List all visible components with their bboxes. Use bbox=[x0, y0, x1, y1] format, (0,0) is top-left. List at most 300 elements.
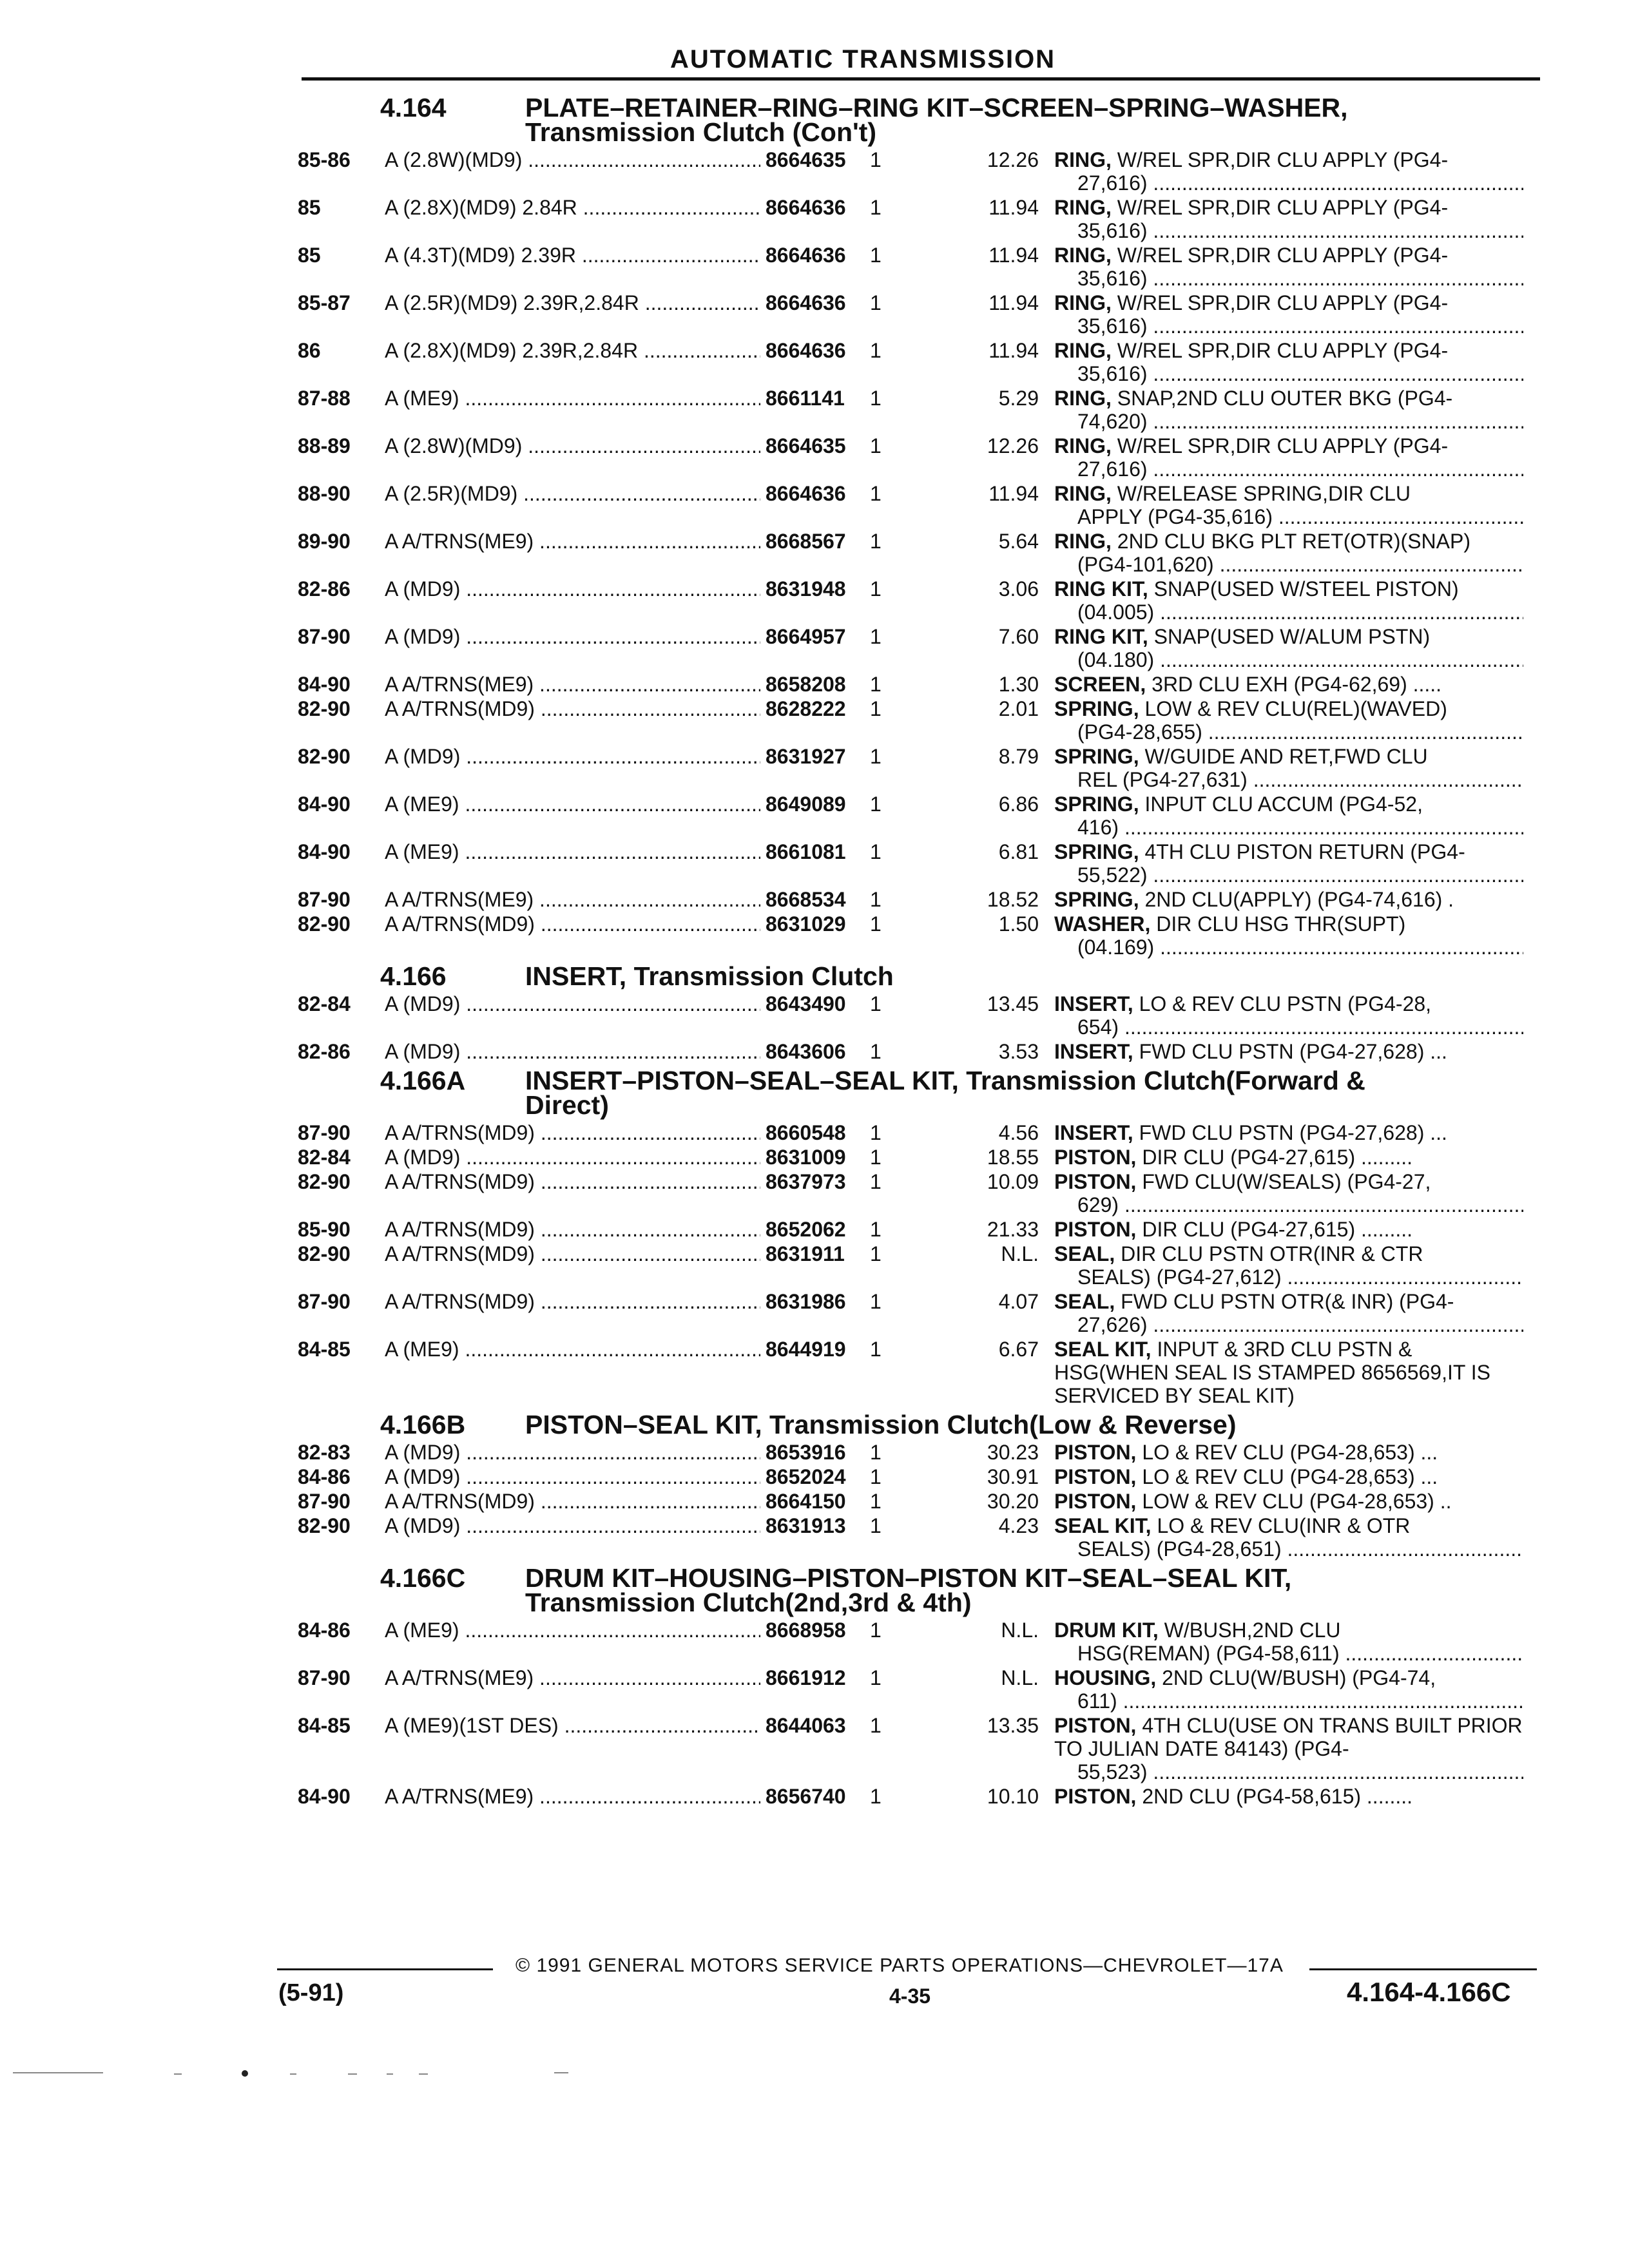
part-row bbox=[0, 577, 1629, 624]
description-lead: RING, bbox=[1054, 482, 1112, 505]
quantity: 1 bbox=[870, 530, 882, 553]
description-text: LO & REV CLU (PG4-28,653) ... bbox=[1136, 1465, 1438, 1488]
quantity: 1 bbox=[870, 1441, 882, 1464]
application: A (2.8X)(MD9) 2.39R,2.84R ..... bbox=[385, 339, 760, 385]
description-continuation: (PG4-28,655) ..... bbox=[1054, 720, 1523, 744]
model-years: 84-90 bbox=[298, 673, 351, 696]
description-text: LO & REV CLU(INR & OTR bbox=[1151, 1514, 1411, 1537]
section-number: 4.166C bbox=[380, 1563, 466, 1593]
quantity: 1 bbox=[870, 1619, 882, 1642]
price: 3.53 bbox=[998, 1040, 1039, 1063]
description-continuation: 654) ..... bbox=[1054, 1015, 1523, 1039]
part-number: 8643490 bbox=[766, 992, 846, 1015]
part-row bbox=[0, 673, 1629, 696]
description bbox=[1054, 745, 1523, 791]
description bbox=[1054, 577, 1523, 624]
model-years: 85-90 bbox=[298, 1218, 351, 1241]
part-number: 8631913 bbox=[766, 1514, 846, 1537]
description-text: 2ND CLU (PG4-58,615) ........ bbox=[1136, 1785, 1413, 1808]
part-number: 8668567 bbox=[766, 530, 846, 553]
description-continuation: 27,616) ..... bbox=[1054, 171, 1523, 195]
description bbox=[1054, 148, 1523, 195]
description-text: W/REL SPR,DIR CLU APPLY (PG4- bbox=[1111, 434, 1449, 457]
description-text: LO & REV CLU PSTN (PG4-28, bbox=[1133, 992, 1432, 1015]
footer-section-range: 4.164-4.166C bbox=[1347, 1977, 1511, 2007]
price: 30.91 bbox=[987, 1465, 1039, 1488]
parts-catalog-content bbox=[0, 90, 1629, 1809]
description-lead: SEAL, bbox=[1054, 1242, 1115, 1265]
application: A A/TRNS(ME9) ..... bbox=[385, 1785, 760, 1808]
description-lead: SPRING, bbox=[1054, 793, 1139, 816]
description-lead: SEAL KIT, bbox=[1054, 1338, 1152, 1361]
price: 12.26 bbox=[987, 434, 1039, 457]
model-years: 87-90 bbox=[298, 1121, 351, 1144]
price: 1.50 bbox=[998, 912, 1039, 936]
description bbox=[1054, 1242, 1523, 1289]
application: A (2.5R)(MD9) 2.39R,2.84R ..... bbox=[385, 291, 760, 338]
description-text: DIR CLU (PG4-27,615) ......... bbox=[1136, 1146, 1413, 1169]
description-text: W/REL SPR,DIR CLU APPLY (PG4- bbox=[1111, 196, 1449, 219]
part-number: 8631927 bbox=[766, 745, 846, 768]
application: A A/TRNS(ME9) ..... bbox=[385, 1666, 760, 1713]
application: A A/TRNS(MD9) ..... bbox=[385, 912, 760, 959]
description-lead: INSERT, bbox=[1054, 992, 1133, 1015]
section-number: 4.166A bbox=[380, 1066, 466, 1095]
part-row bbox=[0, 840, 1629, 887]
description-text: DIR CLU HSG THR(SUPT) bbox=[1150, 912, 1406, 936]
model-years: 89-90 bbox=[298, 530, 351, 553]
model-years: 88-90 bbox=[298, 482, 351, 505]
description-text: W/BUSH,2ND CLU bbox=[1158, 1619, 1341, 1642]
description bbox=[1054, 291, 1523, 338]
description bbox=[1054, 530, 1523, 576]
application: A A/TRNS(MD9) ..... bbox=[385, 1121, 760, 1144]
description-continuation: 35,616) ..... bbox=[1054, 362, 1523, 385]
description-continuation: SEALS) (PG4-27,612) ..... bbox=[1054, 1265, 1523, 1289]
description-continuation: APPLY (PG4-35,616) ..... bbox=[1054, 505, 1523, 528]
price: 5.29 bbox=[998, 387, 1039, 410]
quantity: 1 bbox=[870, 291, 882, 314]
part-number: 8661912 bbox=[766, 1666, 846, 1689]
application: A (MD9) ..... bbox=[385, 577, 760, 624]
model-years: 87-90 bbox=[298, 888, 351, 911]
model-years: 84-86 bbox=[298, 1619, 351, 1642]
application: A (MD9) ..... bbox=[385, 1441, 760, 1464]
description bbox=[1054, 1785, 1523, 1808]
description-continuation: 416) ..... bbox=[1054, 816, 1523, 839]
part-number: 8660548 bbox=[766, 1121, 846, 1144]
model-years: 85 bbox=[298, 196, 321, 219]
description bbox=[1054, 1290, 1523, 1336]
price: N.L. bbox=[1001, 1666, 1039, 1689]
price: 4.23 bbox=[998, 1514, 1039, 1537]
description-continuation: 27,626) ..... bbox=[1054, 1313, 1523, 1336]
model-years: 86 bbox=[298, 339, 321, 362]
description-lead: PISTON, bbox=[1054, 1490, 1137, 1513]
description bbox=[1054, 697, 1523, 744]
application: A A/TRNS(MD9) ..... bbox=[385, 1242, 760, 1289]
part-row bbox=[0, 625, 1629, 671]
part-row bbox=[0, 387, 1629, 433]
description-continuation: REL (PG4-27,631) ..... bbox=[1054, 768, 1523, 791]
quantity: 1 bbox=[870, 745, 882, 768]
quantity: 1 bbox=[870, 196, 882, 219]
description-text: 2ND CLU BKG PLT RET(OTR)(SNAP) bbox=[1111, 530, 1470, 553]
section-title: DRUM KIT–HOUSING–PISTON–PISTON KIT–SEAL–SEAL KIT, Transmission Clutch(2nd,3rd & 4th) bbox=[525, 1563, 1292, 1617]
description-lead: SCREEN, bbox=[1054, 673, 1146, 696]
description bbox=[1054, 1441, 1523, 1464]
quantity: 1 bbox=[870, 482, 882, 505]
part-number: 8643606 bbox=[766, 1040, 846, 1063]
section-title: PLATE–RETAINER–RING–RING KIT–SCREEN–SPRING–WASHER, Transmission Clutch (Con't) bbox=[525, 93, 1348, 147]
application: A A/TRNS(MD9) ..... bbox=[385, 1170, 760, 1216]
model-years: 87-90 bbox=[298, 1666, 351, 1689]
description-text: DIR CLU PSTN OTR(INR & CTR bbox=[1115, 1242, 1423, 1265]
quantity: 1 bbox=[870, 888, 882, 911]
quantity: 1 bbox=[870, 1290, 882, 1313]
price: 18.52 bbox=[987, 888, 1039, 911]
part-number: 8652062 bbox=[766, 1218, 846, 1241]
section-heading bbox=[380, 961, 1629, 991]
model-years: 88-89 bbox=[298, 434, 351, 457]
price: 1.30 bbox=[998, 673, 1039, 696]
model-years: 84-85 bbox=[298, 1714, 351, 1737]
description-lead: PISTON, bbox=[1054, 1465, 1137, 1488]
model-years: 82-84 bbox=[298, 992, 351, 1015]
description-lead: INSERT, bbox=[1054, 1121, 1133, 1144]
section-number: 4.166B bbox=[380, 1410, 466, 1439]
model-years: 87-90 bbox=[298, 1490, 351, 1513]
description bbox=[1054, 912, 1523, 959]
model-years: 82-90 bbox=[298, 912, 351, 936]
application: A (2.8W)(MD9) ..... bbox=[385, 148, 760, 195]
description-lead: RING KIT, bbox=[1054, 625, 1148, 648]
description-lead: PISTON, bbox=[1054, 1170, 1137, 1193]
application: A (ME9) ..... bbox=[385, 1338, 760, 1407]
catalog-section bbox=[0, 1412, 1629, 1561]
description bbox=[1054, 793, 1523, 839]
part-row bbox=[0, 1490, 1629, 1513]
description-continuation: (04.005) ..... bbox=[1054, 601, 1523, 624]
description-text: FWD CLU PSTN (PG4-27,628) ... bbox=[1133, 1040, 1447, 1063]
description-lead: RING, bbox=[1054, 244, 1112, 267]
description-lead: RING, bbox=[1054, 148, 1112, 171]
application: A (ME9) ..... bbox=[385, 793, 760, 839]
quantity: 1 bbox=[870, 625, 882, 648]
part-number: 8664636 bbox=[766, 482, 846, 505]
part-row bbox=[0, 888, 1629, 911]
quantity: 1 bbox=[870, 992, 882, 1015]
part-number: 8652024 bbox=[766, 1465, 846, 1488]
description bbox=[1054, 840, 1523, 887]
description-text: LOW & REV CLU (PG4-28,653) .. bbox=[1136, 1490, 1452, 1513]
section-heading bbox=[380, 93, 1629, 147]
model-years: 82-90 bbox=[298, 1242, 351, 1265]
part-row bbox=[0, 1619, 1629, 1665]
description-continuation: 35,616) ..... bbox=[1054, 314, 1523, 338]
description-lead: RING, bbox=[1054, 387, 1112, 410]
part-row bbox=[0, 1338, 1629, 1407]
part-number: 8631948 bbox=[766, 577, 846, 601]
description-lead: RING, bbox=[1054, 291, 1112, 314]
part-row bbox=[0, 434, 1629, 481]
price: 6.86 bbox=[998, 793, 1039, 816]
description bbox=[1054, 1121, 1523, 1144]
description-lead: SEAL, bbox=[1054, 1290, 1115, 1313]
description-text: 2ND CLU(APPLY) (PG4-74,616) . bbox=[1139, 888, 1454, 911]
description bbox=[1054, 339, 1523, 385]
part-number: 8644919 bbox=[766, 1338, 846, 1361]
price: 30.23 bbox=[987, 1441, 1039, 1464]
footer-rule-right bbox=[1309, 1968, 1537, 1970]
quantity: 1 bbox=[870, 1490, 882, 1513]
section-heading bbox=[380, 1066, 1629, 1120]
quantity: 1 bbox=[870, 1146, 882, 1169]
model-years: 82-90 bbox=[298, 1170, 351, 1193]
description bbox=[1054, 1465, 1523, 1488]
description-lead: RING, bbox=[1054, 530, 1112, 553]
description-lead: RING, bbox=[1054, 434, 1112, 457]
footer-page-number: 4-35 bbox=[889, 1984, 931, 2008]
part-number: 8644063 bbox=[766, 1714, 846, 1737]
description bbox=[1054, 1514, 1523, 1561]
price: 11.94 bbox=[988, 482, 1039, 505]
quantity: 1 bbox=[870, 1170, 882, 1193]
price: 10.10 bbox=[987, 1785, 1039, 1808]
description-text: 4TH CLU(USE ON TRANS BUILT PRIOR TO JULIAN DATE 84143) (PG4- bbox=[1054, 1714, 1523, 1760]
description-text: W/GUIDE AND RET,FWD CLU bbox=[1139, 745, 1428, 768]
description-continuation: 55,523) ..... bbox=[1054, 1760, 1523, 1783]
part-number: 8664150 bbox=[766, 1490, 846, 1513]
description-continuation: HSG(REMAN) (PG4-58,611) ..... bbox=[1054, 1642, 1523, 1665]
description-continuation: 35,616) ..... bbox=[1054, 267, 1523, 290]
description-continuation: (04.169) ..... bbox=[1054, 936, 1523, 959]
part-number: 8656740 bbox=[766, 1785, 846, 1808]
description-continuation: 629) ..... bbox=[1054, 1193, 1523, 1216]
description-continuation: 55,522) ..... bbox=[1054, 863, 1523, 887]
part-number: 8664635 bbox=[766, 434, 846, 457]
model-years: 82-90 bbox=[298, 745, 351, 768]
price: 11.94 bbox=[988, 196, 1039, 219]
application: A A/TRNS(ME9) ..... bbox=[385, 888, 760, 911]
model-years: 82-90 bbox=[298, 1514, 351, 1537]
part-row bbox=[0, 912, 1629, 959]
description-text: 4TH CLU PISTON RETURN (PG4- bbox=[1139, 840, 1465, 863]
price: 12.26 bbox=[987, 148, 1039, 171]
description-continuation: 74,620) ..... bbox=[1054, 410, 1523, 433]
quantity: 1 bbox=[870, 1465, 882, 1488]
part-row bbox=[0, 1785, 1629, 1808]
section-title: INSERT, Transmission Clutch bbox=[525, 961, 894, 991]
description bbox=[1054, 673, 1523, 696]
part-row bbox=[0, 1170, 1629, 1216]
part-row bbox=[0, 530, 1629, 576]
application: A (2.8X)(MD9) 2.84R ..... bbox=[385, 196, 760, 242]
quantity: 1 bbox=[870, 148, 882, 171]
part-row bbox=[0, 1465, 1629, 1488]
model-years: 82-83 bbox=[298, 1441, 351, 1464]
price: 10.09 bbox=[987, 1170, 1039, 1193]
part-row bbox=[0, 1441, 1629, 1464]
price: 6.67 bbox=[998, 1338, 1039, 1361]
description bbox=[1054, 196, 1523, 242]
quantity: 1 bbox=[870, 387, 882, 410]
price: 13.45 bbox=[987, 992, 1039, 1015]
application: A (MD9) ..... bbox=[385, 992, 760, 1039]
part-row bbox=[0, 793, 1629, 839]
description bbox=[1054, 992, 1523, 1039]
footer-rule-left bbox=[277, 1968, 493, 1970]
section-heading bbox=[380, 1563, 1629, 1617]
model-years: 87-88 bbox=[298, 387, 351, 410]
catalog-section bbox=[0, 961, 1629, 1063]
description-continuation: (PG4-101,620) ..... bbox=[1054, 553, 1523, 576]
quantity: 1 bbox=[870, 1242, 882, 1265]
price: 8.79 bbox=[998, 745, 1039, 768]
price: 13.35 bbox=[987, 1714, 1039, 1737]
description-text: SNAP,2ND CLU OUTER BKG (PG4- bbox=[1111, 387, 1453, 410]
model-years: 87-90 bbox=[298, 1290, 351, 1313]
price: 6.81 bbox=[998, 840, 1039, 863]
part-number: 8628222 bbox=[766, 697, 846, 720]
model-years: 82-90 bbox=[298, 697, 351, 720]
description bbox=[1054, 1040, 1523, 1063]
description-continuation: 611) ..... bbox=[1054, 1689, 1523, 1713]
price: 5.64 bbox=[998, 530, 1039, 553]
part-number: 8664957 bbox=[766, 625, 846, 648]
footer-date: (5-91) bbox=[278, 1979, 344, 2006]
part-number: 8664636 bbox=[766, 196, 846, 219]
part-number: 8661081 bbox=[766, 840, 846, 863]
description-continuation: SEALS) (PG4-28,651) ..... bbox=[1054, 1537, 1523, 1561]
description-lead: PISTON, bbox=[1054, 1441, 1137, 1464]
part-number: 8658208 bbox=[766, 673, 846, 696]
application: A (ME9) ..... bbox=[385, 1619, 760, 1665]
page-title: AUTOMATIC TRANSMISSION bbox=[670, 45, 1056, 73]
part-row bbox=[0, 992, 1629, 1039]
part-number: 8631986 bbox=[766, 1290, 846, 1313]
section-title: INSERT–PISTON–SEAL–SEAL KIT, Transmission Clutch(Forward & Direct) bbox=[525, 1066, 1365, 1120]
footer-copyright: © 1991 GENERAL MOTORS SERVICE PARTS OPERATIONS—CHEVROLET—17A bbox=[516, 1955, 1284, 1976]
scan-specks bbox=[0, 2068, 1629, 2081]
description-text: DIR CLU (PG4-27,615) ......... bbox=[1136, 1218, 1413, 1241]
part-row bbox=[0, 1146, 1629, 1169]
quantity: 1 bbox=[870, 697, 882, 720]
application: A (MD9) ..... bbox=[385, 625, 760, 671]
application: A (ME9)(1ST DES) ..... bbox=[385, 1714, 760, 1783]
description bbox=[1054, 387, 1523, 433]
application: A A/TRNS(ME9) ..... bbox=[385, 673, 760, 696]
description-lead: SEAL KIT, bbox=[1054, 1514, 1152, 1537]
quantity: 1 bbox=[870, 1514, 882, 1537]
price: 11.94 bbox=[988, 339, 1039, 362]
description bbox=[1054, 1170, 1523, 1216]
description-lead: HOUSING, bbox=[1054, 1666, 1157, 1689]
quantity: 1 bbox=[870, 1714, 882, 1737]
description-text: SNAP(USED W/ALUM PSTN) bbox=[1148, 625, 1431, 648]
model-years: 87-90 bbox=[298, 625, 351, 648]
description-lead: SPRING, bbox=[1054, 697, 1139, 720]
part-row bbox=[0, 291, 1629, 338]
application: A A/TRNS(MD9) ..... bbox=[385, 697, 760, 744]
part-number: 8631029 bbox=[766, 912, 846, 936]
description bbox=[1054, 888, 1523, 911]
description bbox=[1054, 1619, 1523, 1665]
description-lead: WASHER, bbox=[1054, 912, 1151, 936]
application: A A/TRNS(MD9) ..... bbox=[385, 1218, 760, 1241]
description bbox=[1054, 1666, 1523, 1713]
part-row bbox=[0, 1290, 1629, 1336]
price: 30.20 bbox=[987, 1490, 1039, 1513]
application: A A/TRNS(MD9) ..... bbox=[385, 1290, 760, 1336]
description bbox=[1054, 1218, 1523, 1241]
description-lead: SPRING, bbox=[1054, 840, 1139, 863]
price: 21.33 bbox=[987, 1218, 1039, 1241]
price: N.L. bbox=[1001, 1619, 1039, 1642]
quantity: 1 bbox=[870, 793, 882, 816]
description-text: W/RELEASE SPRING,DIR CLU bbox=[1111, 482, 1411, 505]
catalog-section bbox=[0, 95, 1629, 959]
section-number: 4.166 bbox=[380, 961, 447, 991]
description-text: 3RD CLU EXH (PG4-62,69) ..... bbox=[1146, 673, 1442, 696]
quantity: 1 bbox=[870, 339, 882, 362]
quantity: 1 bbox=[870, 840, 882, 863]
price: 2.01 bbox=[998, 697, 1039, 720]
part-row bbox=[0, 1666, 1629, 1713]
part-number: 8664636 bbox=[766, 244, 846, 267]
price: 4.56 bbox=[998, 1121, 1039, 1144]
price: 7.60 bbox=[998, 625, 1039, 648]
description-lead: DRUM KIT, bbox=[1054, 1619, 1159, 1642]
description bbox=[1054, 1338, 1523, 1407]
catalog-section bbox=[0, 1563, 1629, 1808]
description-text: 2ND CLU(W/BUSH) (PG4-74, bbox=[1156, 1666, 1436, 1689]
part-number: 8653916 bbox=[766, 1441, 846, 1464]
part-number: 8631009 bbox=[766, 1146, 846, 1169]
application: A (ME9) ..... bbox=[385, 387, 760, 433]
application: A (ME9) ..... bbox=[385, 840, 760, 887]
model-years: 82-84 bbox=[298, 1146, 351, 1169]
description-lead: PISTON, bbox=[1054, 1218, 1137, 1241]
part-row bbox=[0, 339, 1629, 385]
price: 18.55 bbox=[987, 1146, 1039, 1169]
description-text: LOW & REV CLU(REL)(WAVED) bbox=[1139, 697, 1447, 720]
part-row bbox=[0, 1121, 1629, 1144]
description-text: W/REL SPR,DIR CLU APPLY (PG4- bbox=[1111, 148, 1449, 171]
model-years: 84-86 bbox=[298, 1465, 351, 1488]
part-row bbox=[0, 196, 1629, 242]
quantity: 1 bbox=[870, 1338, 882, 1361]
description-lead: SPRING, bbox=[1054, 888, 1139, 911]
description-lead: RING, bbox=[1054, 339, 1112, 362]
section-number: 4.164 bbox=[380, 93, 447, 122]
description bbox=[1054, 244, 1523, 290]
description-text: FWD CLU PSTN (PG4-27,628) ... bbox=[1133, 1121, 1447, 1144]
description-lead: PISTON, bbox=[1054, 1146, 1137, 1169]
part-row bbox=[0, 148, 1629, 195]
price: N.L. bbox=[1001, 1242, 1039, 1265]
quantity: 1 bbox=[870, 244, 882, 267]
description-text: INPUT & 3RD CLU PSTN & HSG(WHEN SEAL IS STAMPED 8656569,IT IS SERVICED BY SEAL KIT) bbox=[1054, 1338, 1490, 1407]
part-number: 8637973 bbox=[766, 1170, 846, 1193]
description-text: SNAP(USED W/STEEL PISTON) bbox=[1148, 577, 1459, 601]
application: A (MD9) ..... bbox=[385, 1040, 760, 1063]
price: 4.07 bbox=[998, 1290, 1039, 1313]
description-text: LO & REV CLU (PG4-28,653) ... bbox=[1136, 1441, 1438, 1464]
application: A (MD9) ..... bbox=[385, 1465, 760, 1488]
description-text: FWD CLU PSTN OTR(& INR) (PG4- bbox=[1115, 1290, 1454, 1313]
model-years: 82-86 bbox=[298, 1040, 351, 1063]
